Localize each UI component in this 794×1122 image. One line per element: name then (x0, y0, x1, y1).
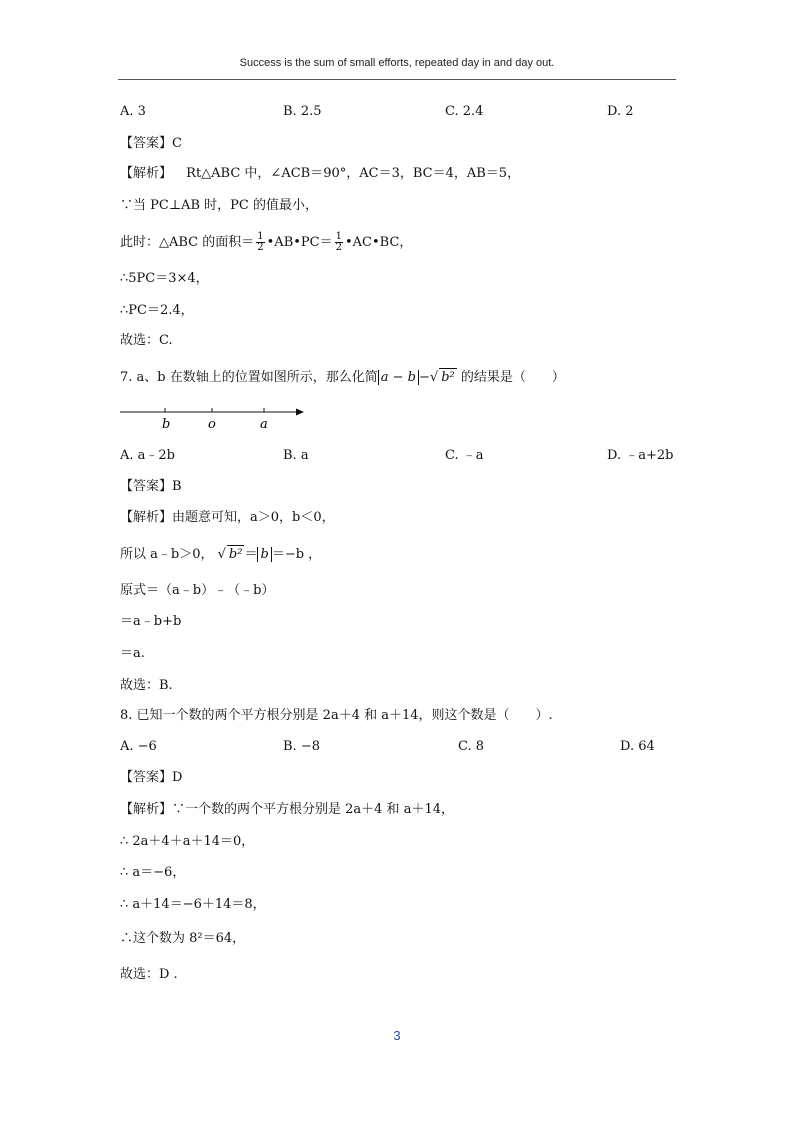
q7-choose: 故选：B. (120, 678, 173, 693)
q8-option-a: A. −6 (120, 739, 157, 754)
sqrt-icon: √ (429, 370, 439, 385)
fraction-numerator: 1 (335, 231, 342, 242)
q7-abs-expression: a − b (378, 370, 419, 385)
q7-analysis-line3: 原式＝（a﹣b）﹣（﹣b） (120, 583, 275, 598)
q7-minus: − (418, 370, 430, 385)
q6-choose: 故选：C. (120, 333, 173, 348)
page-number: 3 (393, 1028, 401, 1043)
q6-analysis-text: Rt△ABC 中，∠ACB＝90°，AC＝3，BC＝4，AB＝5， (186, 166, 521, 181)
q6-fraction-half-1 (256, 232, 264, 253)
q8-option-d: D. 64 (620, 739, 655, 754)
q6-option-c: C. 2.4 (445, 104, 484, 119)
q7-stem-post: 的结果是（ ） (456, 370, 565, 385)
q7-line2-end: ＝−b ， (271, 547, 322, 562)
q6-fraction-half-2 (335, 232, 343, 253)
q6-option-a: A. 3 (120, 104, 146, 119)
q7-answer: 【答案】B (120, 479, 182, 494)
q8-option-b: B. −8 (283, 739, 320, 754)
q7-stem (120, 368, 565, 387)
q6-analysis-line1 (120, 165, 520, 183)
arrow-right-icon (296, 409, 304, 416)
q7-analysis-line2 (120, 545, 321, 564)
q7-analysis-line5: ＝a. (120, 646, 145, 661)
q8-option-c: C. 8 (458, 739, 485, 754)
q6-line3-mid: •AB•PC＝ (266, 235, 333, 250)
q6-option-b: B. 2.5 (283, 104, 322, 119)
sqrt-icon: √ (217, 547, 226, 562)
q6-analysis-label: 【解析】 (120, 166, 173, 181)
q7-line2-abs: b (257, 547, 271, 562)
q8-analysis-line5: ∴这个数为 8²＝64， (120, 931, 246, 946)
q8-analysis-line2: ∴ 2a＋4＋a＋14＝0， (120, 834, 255, 849)
label-b: b (162, 417, 171, 432)
q8-analysis-line3: ∴ a＝−6， (120, 865, 186, 880)
q6-answer: 【答案】C (120, 136, 182, 151)
q7-analysis-line1: 【解析】由题意可知，a＞0，b＜0， (120, 510, 335, 525)
q8-choose: 故选：D . (120, 967, 178, 982)
q7-line2-sqrt: b² (228, 547, 243, 562)
label-o: o (208, 417, 216, 432)
header-divider (118, 79, 676, 80)
q7-option-d: D. ﹣a+2b (607, 448, 674, 463)
q6-line3-pre: 此时：△ABC 的面积＝ (120, 235, 255, 250)
number-line-diagram (120, 404, 310, 434)
q6-line3-post: •AC•BC， (345, 235, 413, 250)
fraction-numerator: 1 (257, 231, 264, 242)
q8-analysis-line4: ∴ a＋14＝−6＋14＝8， (120, 897, 266, 912)
q7-option-b: B. a (283, 448, 309, 463)
q7-sqrt-radicand: b² (441, 370, 455, 385)
q8-analysis-line1: 【解析】∵一个数的两个平方根分别是 2a＋4 和 a＋14， (120, 802, 454, 817)
q7-option-a: A. a﹣2b (120, 448, 175, 463)
fraction-denominator: 2 (257, 242, 264, 253)
q8-stem: 8. 已知一个数的两个平方根分别是 2a＋4 和 a＋14，则这个数是（ ）. (120, 708, 553, 723)
q6-option-d: D. 2 (607, 104, 634, 119)
fraction-denominator: 2 (335, 242, 342, 253)
label-a: a (260, 417, 268, 432)
q7-stem-pre: 7. a、b 在数轴上的位置如图所示，那么化简 (120, 370, 378, 385)
q8-answer: 【答案】D (120, 770, 183, 785)
q7-option-c: C. ﹣a (445, 448, 484, 463)
q6-analysis-line4: ∴5PC＝3×4， (120, 271, 209, 286)
q6-analysis-line3 (120, 232, 412, 253)
page-header-motto: Success is the sum of small efforts, repeated day in and day out. (239, 57, 555, 69)
q7-line2-pre: 所以 a﹣b＞0， (120, 547, 214, 562)
q7-analysis-line4: ＝a﹣b+b (120, 614, 182, 629)
q6-analysis-line5: ∴PC＝2.4， (120, 303, 194, 318)
q6-analysis-line2: ∵当 PC⊥AB 时，PC 的值最小， (120, 198, 318, 213)
q7-line2-eq: ＝ (244, 547, 258, 562)
